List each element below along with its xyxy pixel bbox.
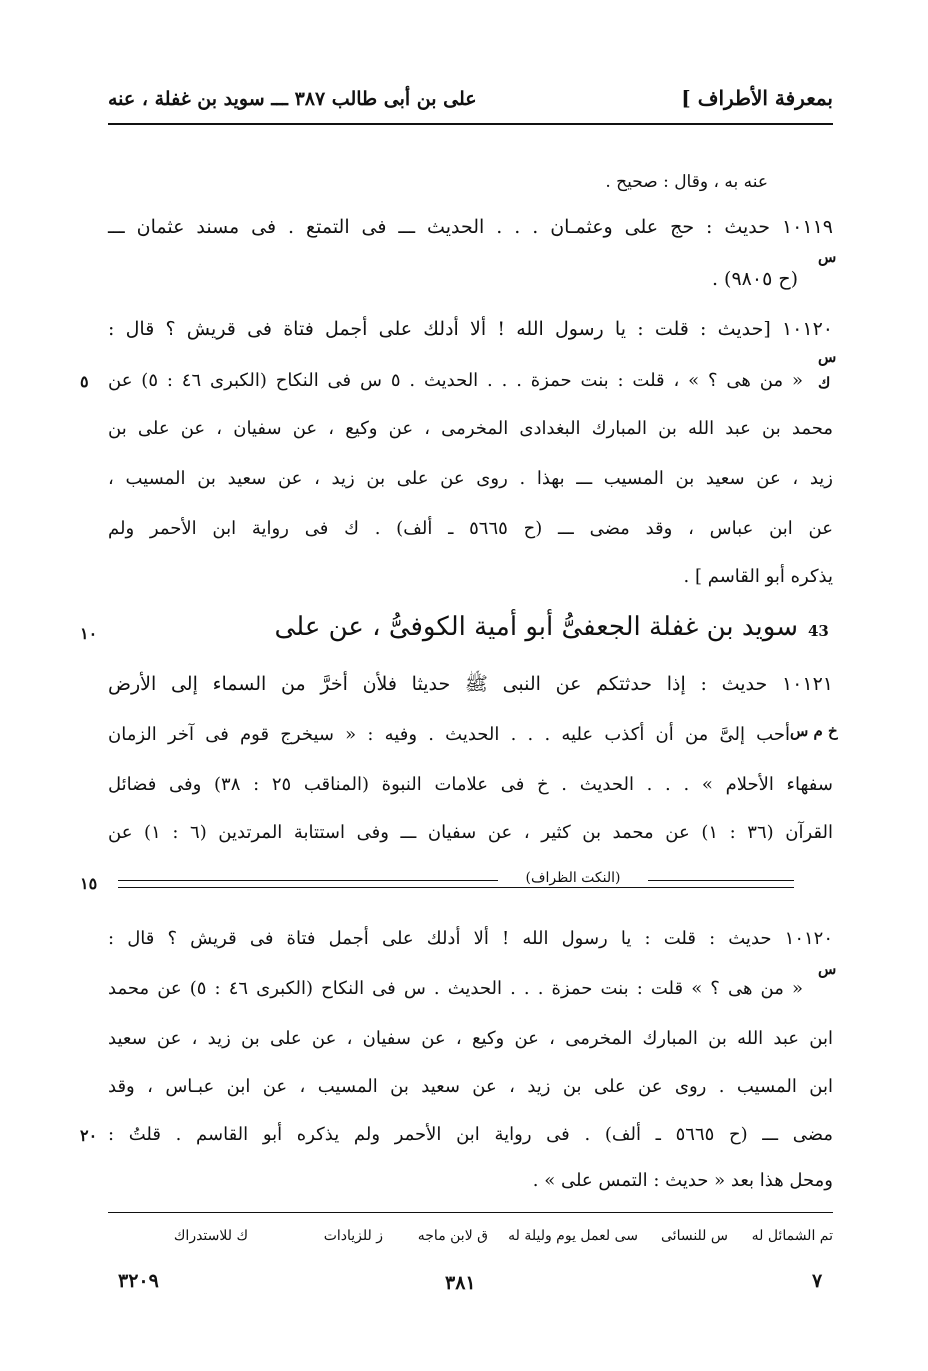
- nukat-10120-line4: ابن المسيب . روى عن على بن زيد ، عن سعيد بن المسيب ، عن ابن عبـاس ، وقد: [108, 1076, 833, 1097]
- entry-10119-lead: عنه به ، وقال : صحيح .: [605, 172, 768, 192]
- abbr-istidrak: ك للاستدراك: [173, 1228, 248, 1244]
- margin-line-15: ١٥: [80, 874, 98, 893]
- margin-line-5: ٥: [80, 372, 89, 391]
- margin-line-20: ٢٠: [80, 1126, 98, 1145]
- entry-10121-line4: القرآن (٣٦ : ١) عن محمد بن كثير ، عن سفيان ـــ وفى استتابة المرتدين (٦ : ١) عن: [108, 822, 833, 843]
- footnote-rule: [108, 1212, 833, 1213]
- entry-10120-line2: « من هى ؟ » ، قلت : بنت حمزة . . . الحديث . ٥ س فى النكاح (الكبرى ٤٦ : ٥) عن: [108, 370, 803, 391]
- entry-10119-line1: ١٠١١٩ حديث : حج على وعثمـان . . . الحديث ـــ فى التمتع . فى مسند عثمان ـــ: [108, 216, 833, 238]
- section-number: 43: [808, 622, 829, 640]
- nukat-10120-line3: ابن عبد الله بن المبارك المخرمى ، عن وكيع ، عن سفيان ، عن على بن زيد ، عن سعيد: [108, 1028, 833, 1049]
- separator-label: (النكت الظراف): [498, 870, 648, 886]
- nukat-10120-siglum: س: [818, 960, 837, 978]
- entry-10120-siglum1: س: [818, 348, 837, 366]
- entry-10121-siglum: خ م س: [790, 722, 838, 740]
- entry-10119-line2: (ح ٩٨٠٥) .: [711, 268, 798, 290]
- footer-volume-number: ٣٢٠٩: [118, 1270, 159, 1292]
- header-center-title: على بن أبى طالب ٣٨٧ ـــ سويد بن غفلة ، عنه: [108, 88, 477, 110]
- entry-10121-line3: سفهاء الأحلام » . . . الحديث . خ فى علامات النبوة (المناقب ٢٥ : ٣٨) وفى فضائل: [108, 774, 833, 795]
- abbr-amal-yawm: سى لعمل يوم وليلة له: [508, 1228, 638, 1244]
- entry-10120-line5: عن ابن عباس ، وقد مضى ـــ (ح ٥٦٦٥ ـ ألف) . ك فى رواية ابن الأحمر ولم: [108, 518, 834, 539]
- margin-line-10: ١٠: [80, 624, 98, 643]
- entry-10120-line4: زيد ، عن سعيد بن المسيب ـــ بهذا . روى عن على بن زيد ، عن سعيد بن المسيب ،: [108, 468, 833, 489]
- nukat-10120-line5: مضى ـــ (ح ٥٦٦٥ ـ ألف) . فى رواية ابن الأحمر ولم يذكره أبو القاسم . قلتُ :: [108, 1124, 833, 1145]
- entry-10119-siglum: س: [818, 248, 837, 266]
- abbr-ziyadat: ز للزيادات: [323, 1228, 383, 1244]
- nukat-10120-line2: « من هى ؟ » قلت : بنت حمزة . . . الحديث . س فى النكاح (الكبرى ٤٦ : ٥) عن محمد: [108, 978, 803, 999]
- header-left-title: بمعرفة الأطراف ]: [681, 86, 833, 110]
- footer-part-number: ٧: [812, 1270, 823, 1292]
- nukat-10120-line6: ومحل هذا بعد « حديث : التمس على » .: [532, 1170, 833, 1191]
- nukat-10120-line1: ١٠١٢٠ حديث : قلت : يا رسول الله ! ألا أدلك على أجمل فتاة فى قريش ؟ قال :: [108, 928, 833, 949]
- entry-10120-siglum2: ك: [818, 374, 831, 392]
- nukat-separator: [118, 870, 794, 888]
- entry-10120-line6: يذكره أبو القاسم ] .: [683, 566, 833, 587]
- abbr-nasai: س للنسائى: [661, 1228, 728, 1244]
- abbr-shamail: تم الشمائل له: [751, 1228, 833, 1244]
- abbr-ibn-majah: ق لابن ماجه: [417, 1228, 488, 1244]
- entry-10121-line2: أحب إلىَّ من أن أكذب عليه . . . الحديث . وفيه : « سيخرج قوم فى آخر الزمان: [108, 724, 790, 745]
- section-title: سويد بن غفلة الجعفىُّ أبو أمية الكوفىُّ ، عن على: [274, 612, 798, 642]
- entry-10121-line1: ١٠١٢١ حديث : إذا حدثتكم عن النبى ﷺ حديثا فلأن أخرَّ من السماء إلى الأرض: [108, 673, 833, 695]
- entry-10120-line1: ١٠١٢٠ [حديث : قلت : يا رسول الله ! ألا أدلك على أجمل فتاة فى قريش ؟ قال :: [108, 318, 833, 340]
- header-rule: [108, 123, 833, 125]
- entry-10120-line3: محمد بن عبد الله بن المبارك البغدادى المخرمى ، عن وكيع ، عن سفيان ، عن على بن: [108, 418, 833, 439]
- footer-page-number: ٣٨١: [445, 1272, 476, 1294]
